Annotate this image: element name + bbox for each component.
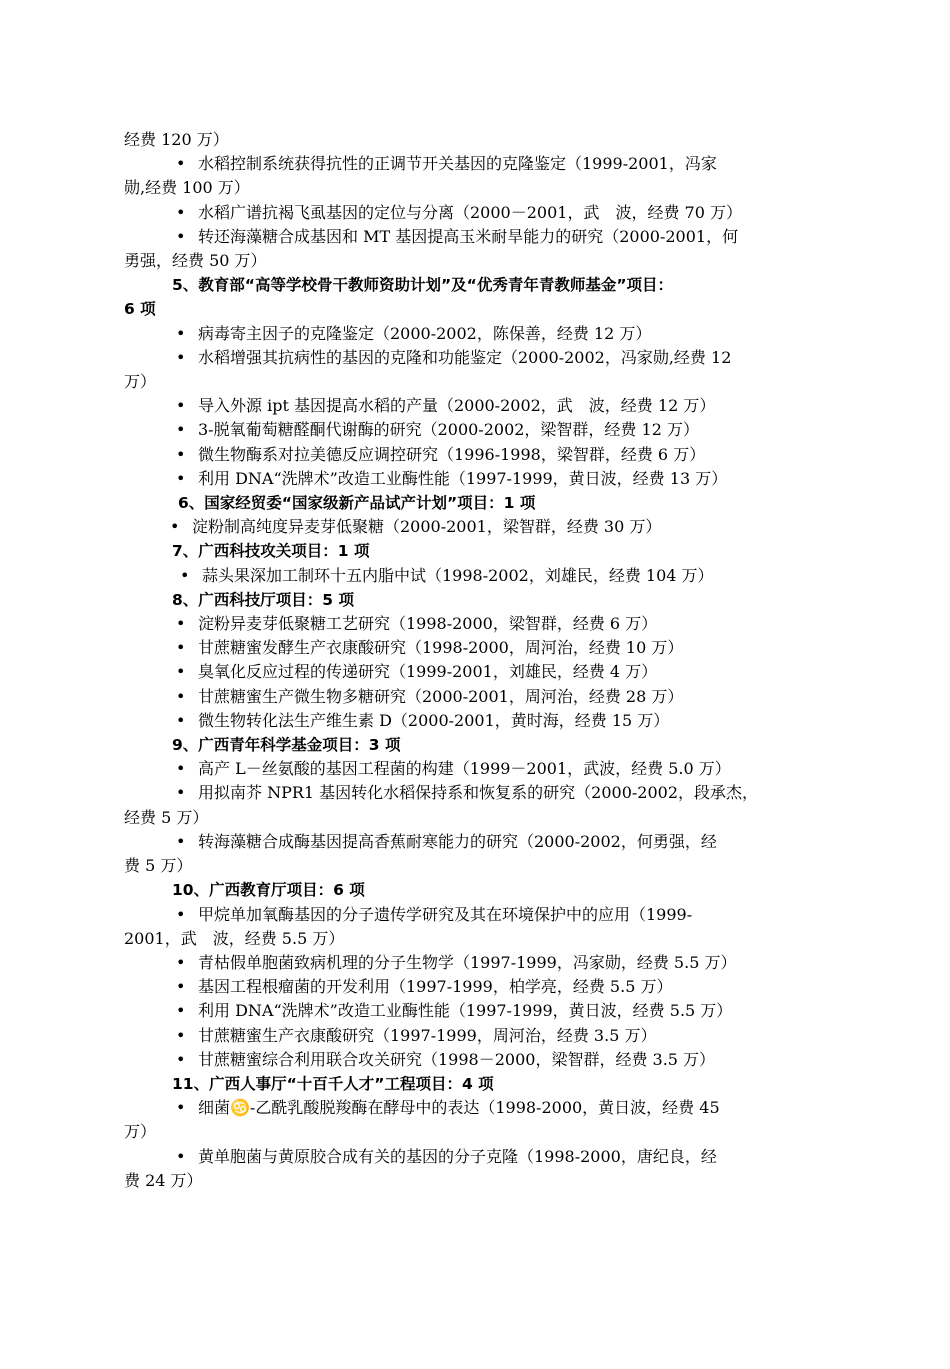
line-text: 万）: [124, 1122, 157, 1142]
bullet-icon: •: [176, 831, 186, 851]
list-item: [124, 636, 808, 660]
list-item-continuation: [124, 370, 808, 394]
line-text: 转还海藻糖合成基因和 MT 基因提高玉米耐旱能力的研究（2000-2001，何: [198, 226, 739, 246]
list-item: [124, 152, 808, 176]
bullet-icon: •: [176, 1098, 186, 1118]
line-text: 黄单胞菌与黄原胶合成有关的基因的分子克隆（1998-2000，唐纪良，经: [198, 1146, 717, 1166]
line-text: 9、广西青年科学基金项目：3 项: [172, 736, 401, 755]
line-text: 7、广西科技攻关项目：1 项: [172, 542, 370, 561]
bullet-icon: •: [176, 1001, 186, 1021]
list-item-continuation: [124, 854, 808, 878]
line-text: 11、广西人事厅“十百千人才”工程项目：4 项: [172, 1074, 494, 1093]
line-text: 甘蔗糖蜜生产微生物多糖研究（2000-2001，周河治，经费 28 万）: [198, 686, 684, 706]
list-item-continuation: [124, 927, 808, 951]
line-text: 淀粉异麦芽低聚糖工艺研究（1998-2000，梁智群，经费 6 万）: [198, 614, 658, 634]
line-text: 利用 DNA“洗牌术”改造工业酶性能（1997-1999，黄日波，经费 13 万）: [198, 468, 728, 488]
line-text: 转海藻糖合成酶基因提高香蕉耐寒能力的研究（2000-2002，何勇强，经: [198, 831, 717, 851]
line-text: 病毒寄主因子的克隆鉴定（2000-2002，陈保善，经费 12 万）: [198, 323, 652, 343]
list-item: [124, 830, 808, 854]
line-text: 6 项: [124, 300, 156, 319]
bullet-icon: •: [176, 1146, 186, 1166]
document-page: [124, 128, 808, 1193]
list-item: [124, 951, 808, 975]
line-text: 微生物转化法生产维生素 D（2000-2001，黄时海，经费 15 万）: [198, 710, 670, 730]
list-item: [124, 201, 808, 225]
section-heading: [124, 491, 808, 515]
list-item: [124, 394, 808, 418]
bullet-icon: •: [176, 1049, 186, 1069]
bullet-icon: •: [176, 614, 186, 634]
line-text: 甘蔗糖蜜综合利用联合攻关研究（1998－2000，梁智群，经费 3.5 万）: [198, 1049, 716, 1069]
list-item: [124, 443, 808, 467]
line-text: 臭氧化反应过程的传递研究（1999-2001，刘雄民，经费 4 万）: [198, 662, 658, 682]
section-heading: [124, 588, 808, 612]
line-text: 水稻控制系统获得抗性的正调节开关基因的克隆鉴定（1999-2001，冯家: [198, 154, 717, 174]
bullet-icon: •: [176, 468, 186, 488]
bullet-icon: •: [176, 420, 186, 440]
list-item: [124, 564, 808, 588]
list-item: [124, 709, 808, 733]
bullet-icon: •: [176, 686, 186, 706]
bullet-icon: •: [176, 323, 186, 343]
line-text: 导入外源 ipt 基因提高水稻的产量（2000-2002，武 波，经费 12 万）: [198, 396, 716, 416]
line-text: 3-脱氧葡萄糖醛酮代谢酶的研究（2000-2002，梁智群，经费 12 万）: [198, 420, 699, 440]
line-text: 水稻增强其抗病性的基因的克隆和功能鉴定（2000-2002，冯家勋,经费 12: [198, 347, 732, 367]
line-text: 青枯假单胞菌致病机理的分子生物学（1997-1999，冯家勋，经费 5.5 万）: [198, 952, 737, 972]
bullet-icon: •: [176, 1025, 186, 1045]
section-heading: [124, 1072, 808, 1096]
bullet-icon: •: [170, 517, 180, 537]
bullet-icon: •: [176, 977, 186, 997]
line-text: 细菌♋-乙酰乳酸脱羧酶在酵母中的表达（1998-2000，黄日波，经费 45: [198, 1098, 720, 1118]
bullet-icon: •: [176, 154, 186, 174]
list-item: [124, 781, 808, 805]
line-text: 利用 DNA“洗牌术”改造工业酶性能（1997-1999，黄日波，经费 5.5 万）: [198, 1001, 733, 1021]
list-item: [124, 1048, 808, 1072]
list-item: [124, 660, 808, 684]
line-text: 10、广西教育厅项目：6 项: [172, 881, 365, 900]
list-item: [124, 1024, 808, 1048]
list-item: [124, 418, 808, 442]
list-item: [124, 322, 808, 346]
line-text: 经费 5 万）: [124, 807, 209, 827]
line-text: 5、教育部“高等学校骨干教师资助计划”及“优秀青年青教师基金”项目：: [172, 276, 674, 295]
line-text: 2001，武 波，经费 5.5 万）: [124, 928, 345, 948]
line-text: 用拟南芥 NPR1 基因转化水稻保持系和恢复系的研究（2000-2002，段承杰，: [198, 783, 759, 803]
section-heading: [124, 297, 808, 321]
line-text: 甘蔗糖蜜发酵生产衣康酸研究（1998-2000，周河治，经费 10 万）: [198, 638, 684, 658]
section-heading: [124, 273, 808, 297]
line-text: 8、广西科技厅项目：5 项: [172, 590, 354, 609]
list-item: [124, 467, 808, 491]
line-text: 高产 L－丝氨酸的基因工程菌的构建（1999－2001，武波，经费 5.0 万）: [198, 759, 731, 779]
list-item: [124, 999, 808, 1023]
list-item-continuation: [124, 1169, 808, 1193]
list-item: [124, 975, 808, 999]
line-text: 勋,经费 100 万）: [124, 178, 250, 198]
bullet-icon: •: [176, 783, 186, 803]
bullet-icon: •: [176, 396, 186, 416]
line-text: 甘蔗糖蜜生产衣康酸研究（1997-1999，周河治，经费 3.5 万）: [198, 1025, 657, 1045]
list-item: [124, 225, 808, 249]
line-text: 水稻广谱抗褐飞虱基因的定位与分离（2000－2001，武 波，经费 70 万）: [198, 202, 742, 222]
section-heading: [124, 878, 808, 902]
bullet-icon: •: [176, 226, 186, 246]
bullet-icon: •: [180, 565, 190, 585]
line-text: 蒜头果深加工制环十五内脂中试（1998-2002，刘雄民，经费 104 万）: [202, 565, 714, 585]
list-item-continuation: [124, 806, 808, 830]
line-text: 淀粉制高纯度异麦芽低聚糖（2000-2001，梁智群，经费 30 万）: [192, 517, 662, 537]
line-text: 基因工程根瘤菌的开发利用（1997-1999，柏学亮，经费 5.5 万）: [198, 977, 673, 997]
line-text: 万）: [124, 372, 157, 392]
list-item-continuation: [124, 1120, 808, 1144]
list-item: [124, 1096, 808, 1120]
list-item: [124, 903, 808, 927]
list-item: [124, 757, 808, 781]
line-text: 6、国家经贸委“国家级新产品试产计划”项目：1 项: [178, 494, 536, 513]
section-heading: [124, 733, 808, 757]
line-text: 费 24 万）: [124, 1170, 203, 1190]
list-item: [124, 1145, 808, 1169]
bullet-icon: •: [176, 952, 186, 972]
bullet-icon: •: [176, 347, 186, 367]
line-text: 微生物酶系对拉美德反应调控研究（1996-1998，梁智群，经费 6 万）: [198, 444, 706, 464]
list-item: [124, 346, 808, 370]
line-text: 勇强，经费 50 万）: [124, 251, 267, 271]
list-item: [124, 685, 808, 709]
line-text: 甲烷单加氧酶基因的分子遗传学研究及其在环境保护中的应用（1999-: [198, 904, 693, 924]
section-heading: [124, 539, 808, 563]
bullet-icon: •: [176, 904, 186, 924]
bullet-icon: •: [176, 662, 186, 682]
bullet-icon: •: [176, 759, 186, 779]
list-item-continuation: [124, 176, 808, 200]
list-item: [124, 515, 808, 539]
list-item-continuation: [124, 128, 808, 152]
line-text: 经费 120 万）: [124, 130, 229, 149]
bullet-icon: •: [176, 638, 186, 658]
bullet-icon: •: [176, 444, 186, 464]
bullet-icon: •: [176, 710, 186, 730]
line-text: 费 5 万）: [124, 856, 193, 876]
list-item: [124, 612, 808, 636]
bullet-icon: •: [176, 202, 186, 222]
list-item-continuation: [124, 249, 808, 273]
